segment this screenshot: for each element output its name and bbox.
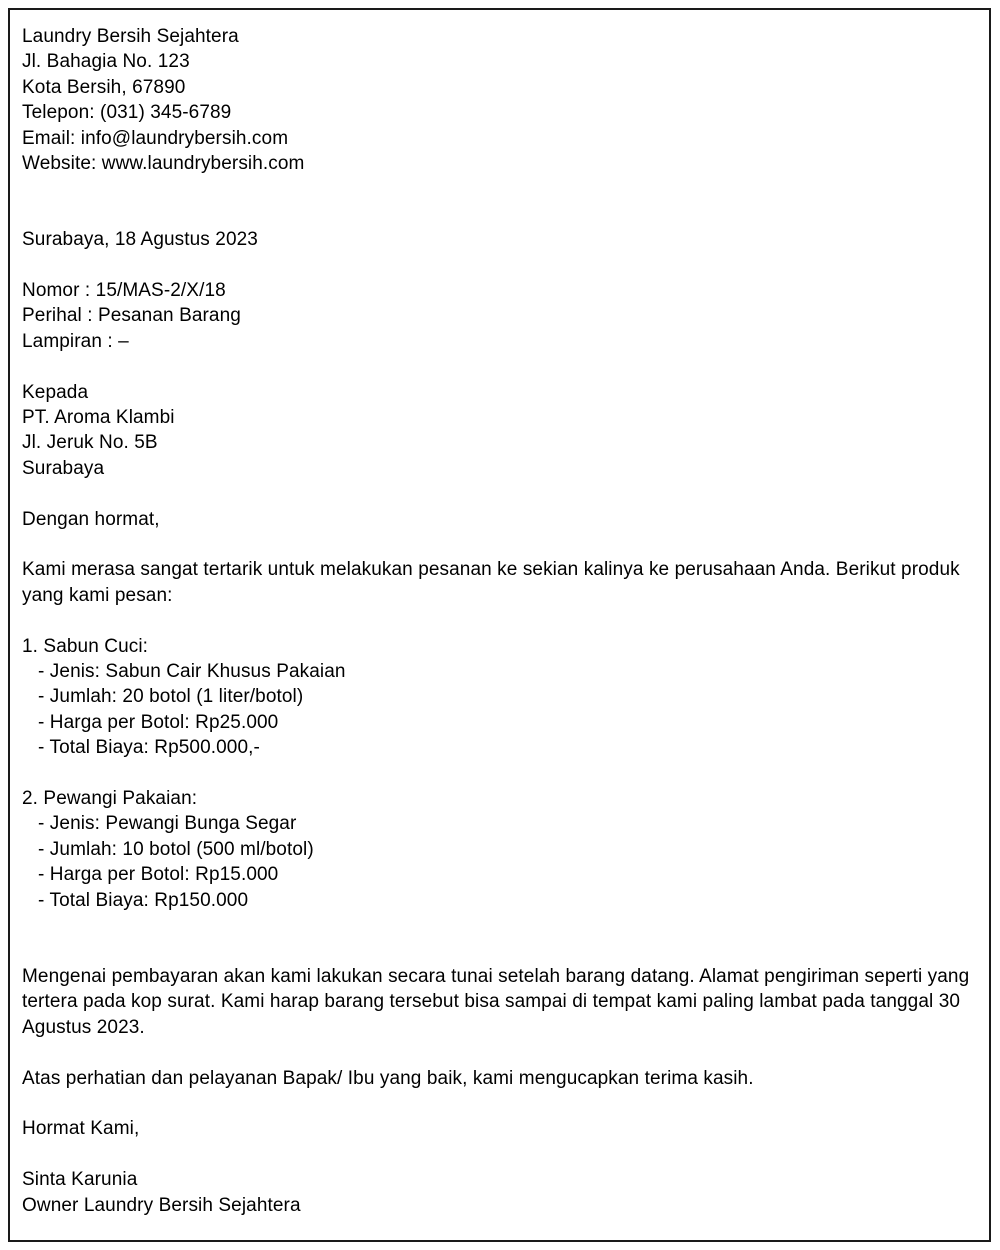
letterhead-email: Email: info@laundrybersih.com <box>22 127 289 149</box>
signature-block <box>22 1116 973 1141</box>
order-item <box>22 634 973 761</box>
dateline <box>22 227 973 252</box>
signatory-name: Sinta Karunia <box>22 1169 138 1191</box>
spacer-after-reference <box>22 354 973 379</box>
letterhead-company-name: Laundry Bersih Sejahtera <box>22 26 239 47</box>
salutation <box>22 507 973 532</box>
order-item-detail: - Jenis: Sabun Cair Khusus Pakaian <box>38 661 346 683</box>
spacer-after-dateline <box>22 253 973 278</box>
signatory <box>22 1167 973 1218</box>
reference-number: Nomor : 15/MAS-2/X/18 <box>22 280 226 302</box>
order-item-detail: - Harga per Botol: Rp25.000 <box>38 711 279 733</box>
spacer-after-recipient <box>22 481 973 506</box>
spacer-after-payment <box>22 1040 973 1065</box>
order-item-detail: - Total Biaya: Rp150.000 <box>38 889 249 911</box>
letterhead-street: Jl. Bahagia No. 123 <box>22 51 190 73</box>
recipient-block <box>22 380 973 482</box>
dateline-text: Surabaya, 18 Agustus 2023 <box>22 229 258 251</box>
letterhead-city-postal: Kota Bersih, 67890 <box>22 76 186 98</box>
order-item-title: 1. Sabun Cuci: <box>22 635 149 657</box>
intro-paragraph: Kami merasa sangat tertarik untuk melakukan pesanan ke sekian kalinya ke perusahaan Anda. Berikut produk yang kami pesan: <box>22 559 960 606</box>
spacer-between-order-items <box>22 761 973 786</box>
order-item-detail: - Total Biaya: Rp500.000,- <box>38 737 260 759</box>
spacer-after-closing <box>22 1091 973 1116</box>
order-item <box>22 786 973 913</box>
closing-paragraph: Atas perhatian dan pelayanan Bapak/ Ibu yang baik, kami mengucapkan terima kasih. <box>22 1067 754 1089</box>
order-item-detail: - Jenis: Pewangi Bunga Segar <box>38 813 297 835</box>
spacer-signature-space <box>22 1142 973 1167</box>
reference-attachment: Lampiran : – <box>22 330 129 352</box>
recipient-street: Jl. Jeruk No. 5B <box>22 432 158 454</box>
spacer-after-letterhead <box>22 176 973 227</box>
recipient-city: Surabaya <box>22 457 105 479</box>
order-item-detail: - Harga per Botol: Rp15.000 <box>38 864 279 886</box>
spacer-after-intro <box>22 608 973 633</box>
spacer-after-salutation <box>22 532 973 557</box>
signature-closing: Hormat Kami, <box>22 1118 140 1140</box>
payment-paragraph: Mengenai pembayaran akan kami lakukan secara tunai setelah barang datang. Alamat pengiriman seperti yang tertera pada kop surat. Kami harap barang tersebut bisa sampai di tempat kami paling lambat pada tanggal 30 Agustus 2023. <box>22 965 970 1038</box>
reference-subject: Perihal : Pesanan Barang <box>22 305 241 327</box>
salutation-text: Dengan hormat, <box>22 508 160 530</box>
order-item-title: 2. Pewangi Pakaian: <box>22 788 198 810</box>
order-item-detail: - Jumlah: 10 botol (500 ml/botol) <box>38 838 314 860</box>
reference-block <box>22 278 973 354</box>
letterhead <box>22 24 973 176</box>
letterhead-phone: Telepon: (031) 345-6789 <box>22 102 232 124</box>
order-item-detail: - Jumlah: 20 botol (1 liter/botol) <box>38 686 304 708</box>
spacer-after-order-items <box>22 913 973 964</box>
letterhead-website: Website: www.laundrybersih.com <box>22 153 305 175</box>
signatory-role: Owner Laundry Bersih Sejahtera <box>22 1194 301 1216</box>
recipient-label: Kepada <box>22 381 89 403</box>
letter-border-frame <box>8 8 991 1242</box>
recipient-company: PT. Aroma Klambi <box>22 407 175 429</box>
letter-content <box>22 24 973 1218</box>
